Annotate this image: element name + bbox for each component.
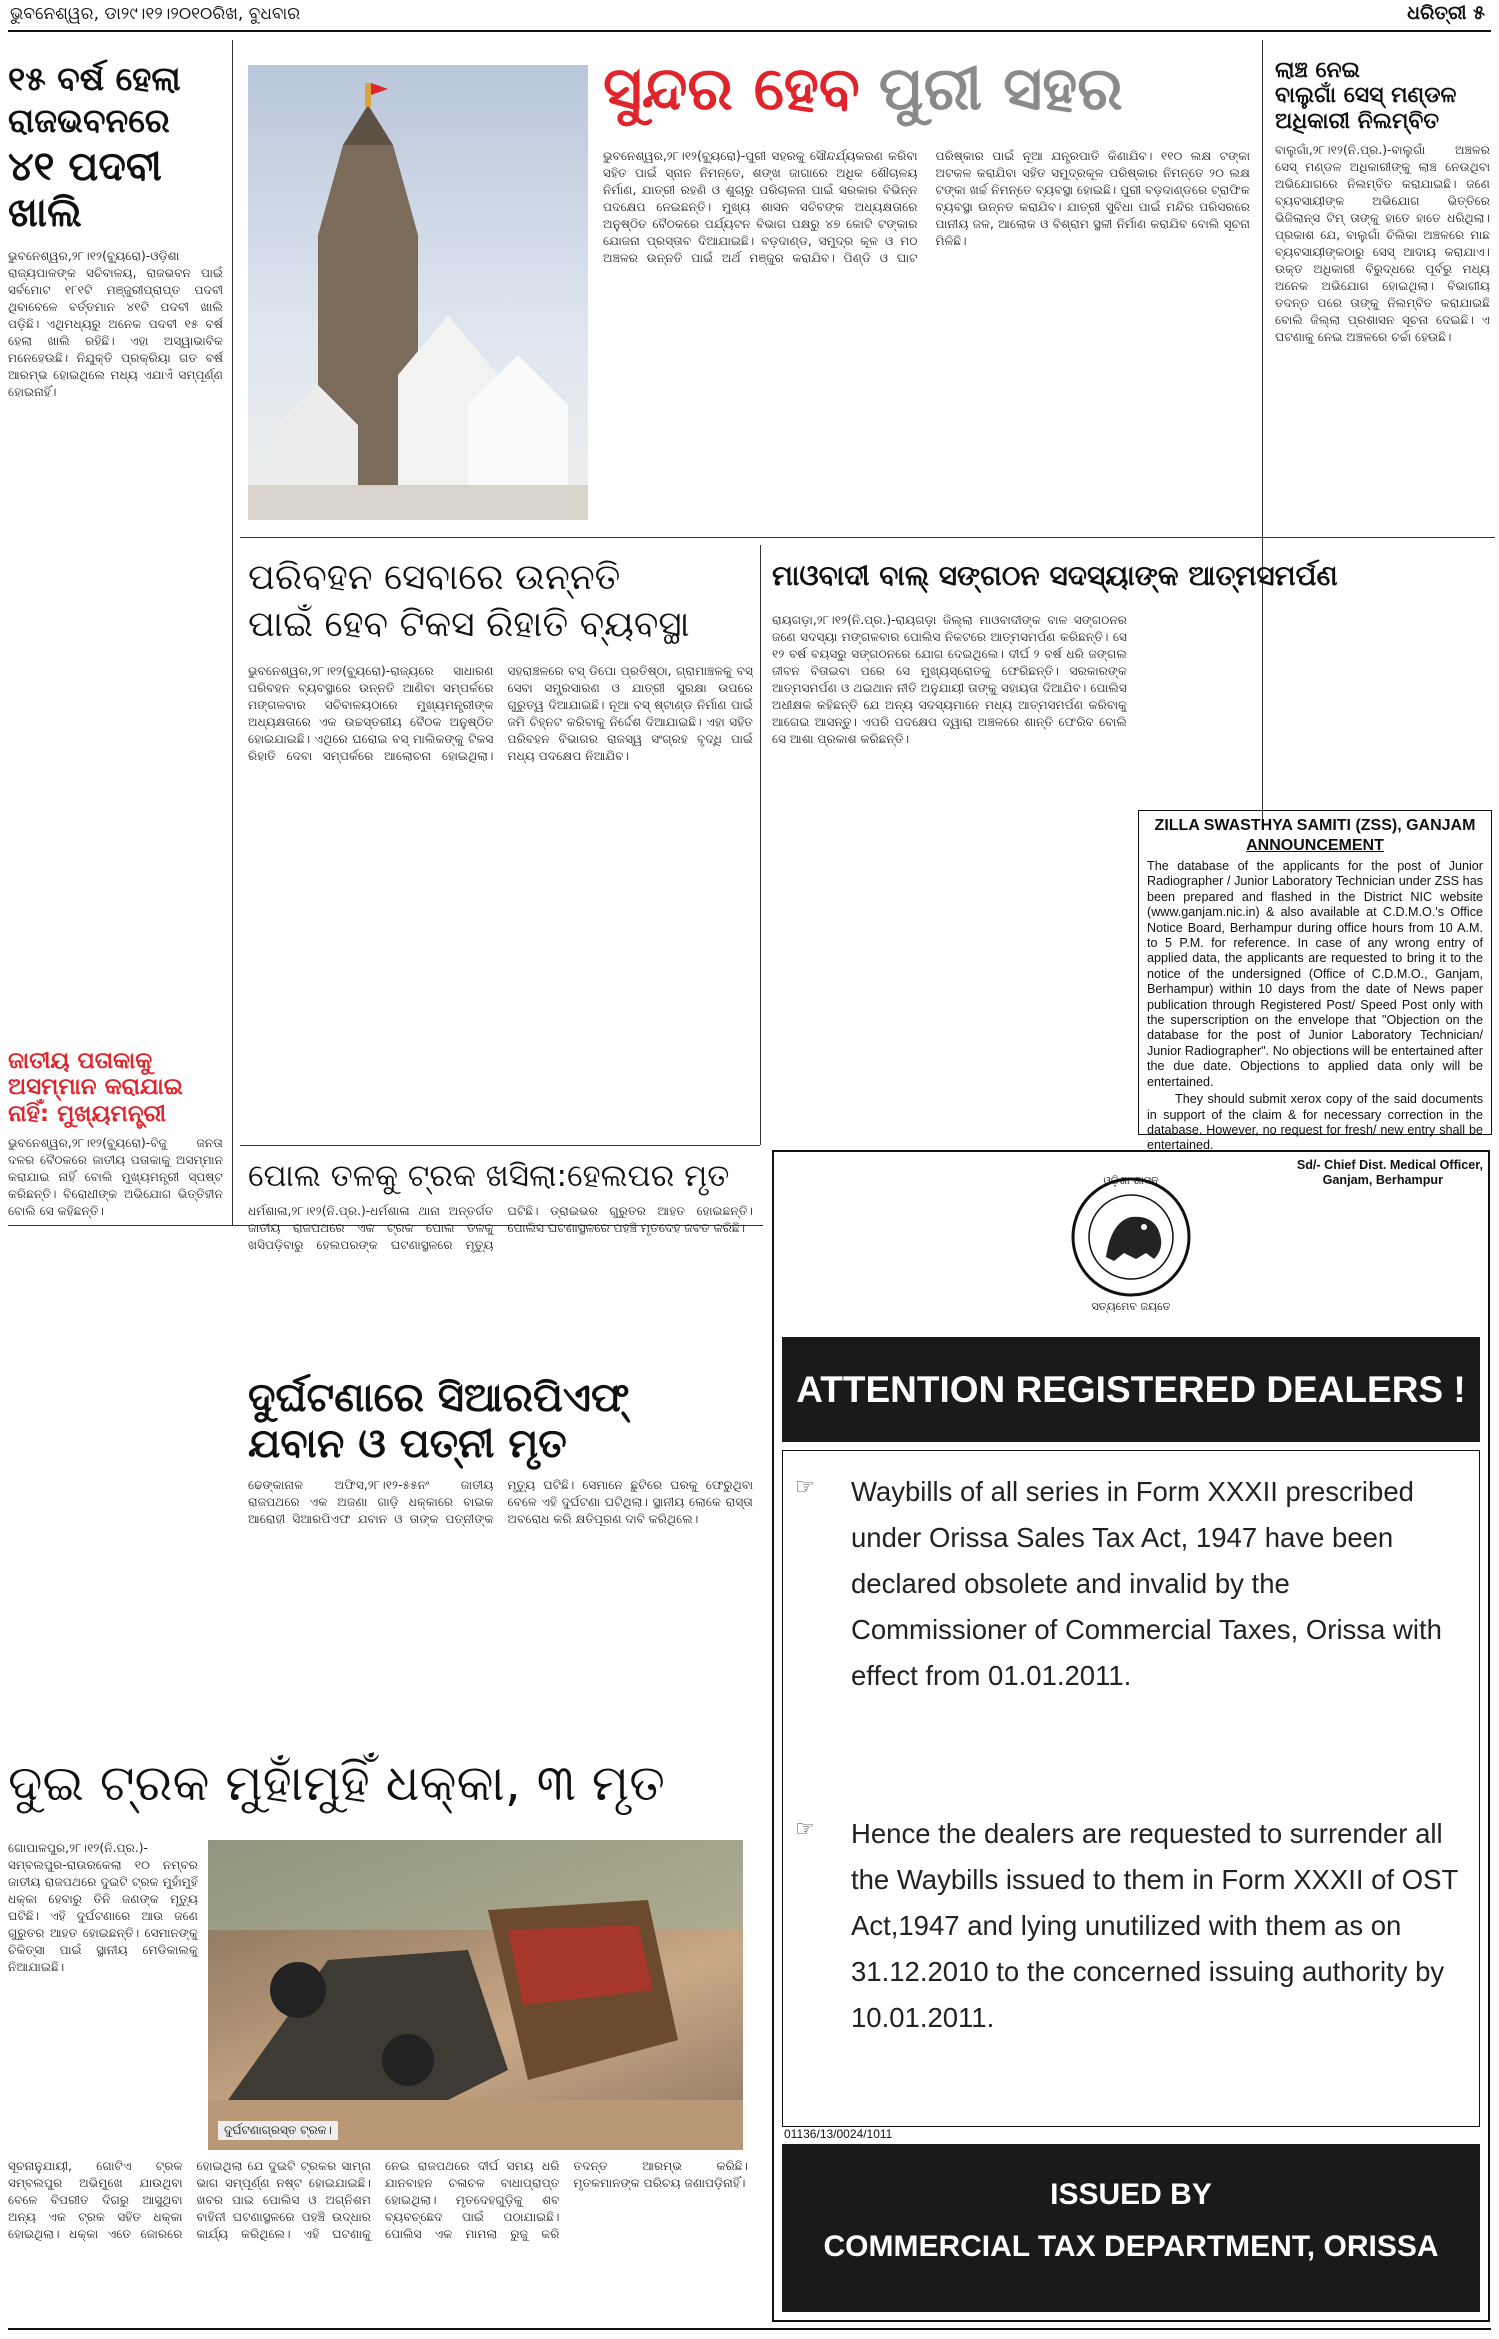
zss-announcement	[1138, 810, 1492, 1188]
left-story-body: ଭୁବନେଶ୍ୱର,୨୮।୧୨(ବ୍ୟୁରୋ)-ଓଡ଼ିଶା ରାଜ୍ୟପାଳଙ୍କ ସଚିବାଳୟ, ରାଜଭବନ ପାଇଁ ସର୍ବମୋଟ ୧୮୧ଟି ମଞ୍ଜୁରୀପ୍ରାପ୍ତ ପଦବୀ ଥିବାବେଳେ ବର୍ତ୍ତମାନ ୪୧ଟି ପଦବୀ ଖାଲି ପଡ଼ିଛି। ଏଥିମଧ୍ୟରୁ ଅନେକ ପଦବୀ ୧୫ ବର୍ଷ ହେଲା ଖାଲି ରହିଛି। ଏହା ଅସ୍ୱାଭାବିକ ମନେହେଉଛି। ନିଯୁକ୍ତି ପ୍ରକ୍ରିୟା ଗତ ବର୍ଷ ଆରମ୍ଭ ହୋଇଥିଲେ ମଧ୍ୟ ଏଯାଏଁ ସମ୍ପୂର୍ଣ୍ଣ ହୋଇନାହିଁ।	[8, 248, 223, 399]
issued-by-bar	[782, 2144, 1480, 2312]
dealer-para-1: Waybills of all series in Form XXXII prescribed under Orissa Sales Tax Act, 1947 have been declared obsolete and invalid by the Commissioner of Commercial Taxes, Orissa with effect from 01.01.2011.	[851, 1476, 1442, 1691]
transport-story-body: ଭୁବନେଶ୍ୱର,୨୮।୧୨(ବ୍ୟୁରୋ)-ରାଜ୍ୟରେ ସାଧାରଣ ପରିବହନ ବ୍ୟବସ୍ଥାରେ ଉନ୍ନତି ଆଣିବା ସମ୍ପର୍କରେ ମଙ୍ଗଳବାର ସଚିବାଳୟଠାରେ ମୁଖ୍ୟମନ୍ତ୍ରୀଙ୍କ ଅଧ୍ୟକ୍ଷତାରେ ଏକ ଉଚ୍ଚସ୍ତରୀୟ ବୈଠକ ଅନୁଷ୍ଠିତ ହୋଇଯାଇଛି। ଏଥିରେ ଘରୋଇ ବସ୍ ମାଲିକଙ୍କୁ ଟିକସ ରିହାତି ଦେବା ସମ୍ପର୍କରେ ଆଲୋଚନା ହୋଇଥିଲା। ସହରାଞ୍ଚଳରେ ବସ୍ ଡିପୋ ପ୍ରତିଷ୍ଠା, ଗ୍ରାମାଞ୍ଚଳକୁ ବସ୍ ସେବା ସମ୍ପ୍ରସାରଣ ଓ ଯାତ୍ରୀ ସୁରକ୍ଷା ଉପରେ ଗୁରୁତ୍ୱ ଦିଆଯାଇଛି। ନୂଆ ବସ୍ ଷ୍ଟାଣ୍ଡ ନିର୍ମାଣ ପାଇଁ ଜମି ଚିହ୍ନଟ କରିବାକୁ ନିର୍ଦ୍ଦେଶ ଦିଆଯାଇଛି। ଏହା ସହିତ ପରିବହନ ବିଭାଗର ରାଜସ୍ୱ ସଂଗ୍ରହ ବୃଦ୍ଧି ପାଇଁ ମଧ୍ୟ ପଦକ୍ଷେପ ନିଆଯିବ।	[248, 663, 753, 763]
bridge-story	[248, 1158, 753, 1313]
truck-story-body-bottom: ସୂଚନାନୁଯାୟୀ, ଗୋଟିଏ ଟ୍ରକ ସମ୍ବଲପୁର ଅଭିମୁଖେ ଯାଉଥିବା ବେଳେ ବିପରୀତ ଦିଗରୁ ଆସୁଥିବା ଅନ୍ୟ ଏକ ଟ୍ରକ ସହିତ ଧକ୍କା ହୋଇଥିଲା। ଧକ୍କା ଏତେ ଜୋରରେ ହୋଇଥିଲା ଯେ ଦୁଇଟି ଟ୍ରକର ସାମ୍ନା ଭାଗ ସମ୍ପୂର୍ଣ୍ଣ ନଷ୍ଟ ହୋଇଯାଇଛି। ଖବର ପାଇ ପୋଲିସ ଓ ଅଗ୍ନିଶମ ବାହିନୀ ଘଟଣାସ୍ଥଳରେ ପହଞ୍ଚି ଉଦ୍ଧାର କାର୍ଯ୍ୟ କରିଥିଲେ। ଏହି ଘଟଣାକୁ ନେଇ ରାଜପଥରେ ଦୀର୍ଘ ସମୟ ଧରି ଯାନବାହନ ଚଳାଚଳ ବାଧାପ୍ରାପ୍ତ ହୋଇଥିଲା। ମୃତଦେହଗୁଡ଼ିକୁ ଶବ ବ୍ୟବଚ୍ଛେଦ ପାଇଁ ପଠାଯାଇଛି। ପୋଲିସ ଏକ ମାମଲା ରୁଜୁ କରି ତଦନ୍ତ ଆରମ୍ଭ କରିଛି। ମୃତକମାନଙ୍କ ପରିଚୟ ଜଣାପଡ଼ିନାହିଁ।	[8, 2159, 748, 2241]
announcement-signature-2: Ganjam, Berhampur	[1322, 1173, 1443, 1188]
maoist-headline: ମାଓବାଦୀ ବାଲ୍ ସଙ୍ଗଠନ ସଦସ୍ୟାଙ୍କ ଆତ୍ମସମର୍ପଣ	[772, 559, 1338, 592]
temple-illustration	[248, 65, 588, 520]
flag-story-block	[8, 1048, 223, 1230]
issuing-department: COMMERCIAL TAX DEPARTMENT, ORISSA	[823, 2230, 1439, 2263]
dealer-ad-ref: 01136/13/0024/1011	[784, 2127, 893, 2141]
left-headline-1: ୧୫ ବର୍ଷ ହେଲା	[8, 59, 181, 98]
announcement-signature-1: Sd/- Chief Dist. Medical Officer,	[1296, 1157, 1483, 1172]
maoist-story	[772, 560, 1492, 592]
right-headline-1: ଲାଞ୍ଚ ନେଇ	[1275, 58, 1360, 83]
announcement-title: ANNOUNCEMENT	[1246, 837, 1384, 854]
bridge-headline: ପୋଲ ତଳକୁ ଟ୍ରକ ଖସିଲା:ହେଲପର ମୃତ	[248, 1158, 730, 1194]
bridge-story-body: ଧର୍ମଶାଳା,୨୮।୧୨(ନି.ପ୍ର.)-ଧର୍ମଶାଳା ଥାନା ଅନ୍ତର୍ଗତ ଜାତୀୟ ରାଜପଥରେ ଏକ ଟ୍ରକ ପୋଲ ତଳକୁ ଖସିପଡ଼ିବାରୁ ହେଲପରଙ୍କ ଘଟଣାସ୍ଥଳରେ ମୃତ୍ୟୁ ଘଟିଛି। ଡ୍ରାଇଭର ଗୁରୁତର ଆହତ ହୋଇଛନ୍ତି। ପୋଲିସ ଘଟଣାସ୍ଥଳରେ ପହଞ୍ଚି ମୃତଦେହ ଜବତ କରିଛି।	[248, 1204, 753, 1253]
right-headline-3: ଅଧିକାରୀ ନିଲମ୍ବିତ	[1275, 108, 1440, 134]
maoist-story-body: ରାୟଗଡ଼ା,୨୮।୧୨(ନି.ପ୍ର.)-ରାୟଗଡ଼ା ଜିଲ୍ଲା ମାଓବାଦୀଙ୍କ ବାଳ ସଙ୍ଗଠନର ଜଣେ ସଦସ୍ୟା ମଙ୍ଗଳବାର ପୋଲିସ ନିକଟରେ ଆତ୍ମସମର୍ପଣ କରିଛନ୍ତି। ସେ ୧୨ ବର୍ଷ ବୟସରୁ ସଙ୍ଗଠନରେ ଯୋଗ ଦେଇଥିଲେ। ଦୀର୍ଘ ୨ ବର୍ଷ ଧରି ଜଙ୍ଗଲ ଜୀବନ ବିତାଇବା ପରେ ସେ ମୁଖ୍ୟସ୍ରୋତକୁ ଫେରିଛନ୍ତି। ସରକାରଙ୍କ ଆତ୍ମସମର୍ପଣ ଓ ଥଇଥାନ ନୀତି ଅନୁଯାୟୀ ତାଙ୍କୁ ସହାୟତା ଦିଆଯିବ। ପୋଲିସ ଅଧୀକ୍ଷକ କହିଛନ୍ତି ଯେ ଅନ୍ୟ ସଦସ୍ୟମାନେ ମଧ୍ୟ ଆତ୍ମସମର୍ପଣ କରିବାକୁ ଆଗେଇ ଆସନ୍ତୁ। ଏପରି ପଦକ୍ଷେପ ଦ୍ୱାରା ଅଞ୍ଚଳରେ ଶାନ୍ତି ଫେରିବ ବୋଲି ସେ ଆଶା ପ୍ରକାଶ କରିଛନ୍ତି।	[772, 613, 1127, 746]
transport-story	[248, 555, 753, 1083]
dealer-para-2: Hence the dealers are requested to surrender all the Waybills issued to them in Form XXXII of OST Act,1947 and lying unutilized with them as on 31.12.2010 to the concerned issuing authority by 10.01.2011.	[851, 1818, 1458, 2033]
announcement-body: The database of the applicants for the post of Junior Radiographer / Junior Laboratory Technician under ZSS has been prepared and flashed in the District NIC website (www.ganjam.nic.in) & also available at C.D.M.O.'s Office Notice Board, Berhampur during office hours from 10 A.M. to 5 P.M. for reference. In case of any wrong entry of applied data, the applicants are requested to bring it to the notice of the undersigned (Office of C.D.M.O., Ganjam, Berhampur) within 10 days from the date of News paper publication through Registered Post/ Speed Post only with the superscription on the envelope that "Objection on the database for the post of Junior Laboratory Technician/ Junior Radiographer". No objections will be entertained after the due date. Objections to applied data only will be entertained.	[1147, 859, 1483, 1089]
crpf-story	[248, 1375, 753, 1707]
dealer-ad-title: ATTENTION REGISTERED DEALERS !	[782, 1337, 1480, 1442]
right-headline-2: ବାଲୁଗାଁ ସେସ୍ ମଣ୍ଡଳ	[1275, 83, 1457, 109]
emblem-top-text: ଓଡ଼ିଶା ଶାସନ	[1103, 1174, 1159, 1187]
dealer-ad-body	[782, 1450, 1480, 2127]
transport-headline-1: ପରିବହନ ସେବାରେ ଉନ୍ନତି	[248, 557, 621, 598]
page-name: ଧରିତ୍ରୀ ୫	[1407, 2, 1485, 24]
odisha-emblem-icon	[1066, 1167, 1196, 1317]
top-rule	[8, 30, 1491, 32]
flag-headline-2: ଅସମ୍ମାନ କରାଯାଇ	[8, 1074, 183, 1101]
pointing-hand-icon: ☞	[795, 1817, 815, 1842]
announcement-org: ZILLA SWASTHYA SAMITI (ZSS), GANJAM	[1154, 817, 1476, 834]
bottom-rule	[8, 2328, 1491, 2330]
announcement-note: They should submit xerox copy of the said documents in support of the claim & for necessary correction in the database. However, no request for fresh/ new entry shall be entertained.	[1147, 1092, 1483, 1153]
puri-headline	[603, 55, 1263, 124]
truck-story	[8, 1755, 763, 1813]
truck-story-body-left: ଗୋପାଳପୁର,୨୮।୧୨(ନି.ପ୍ର.)-ସମ୍ବଲପୁର-ରାଉରକେଲା ୧୦ ନମ୍ବର ଜାତୀୟ ରାଜପଥରେ ଦୁଇଟି ଟ୍ରକ ମୁହାଁମୁହିଁ ଧକ୍କା ହେବାରୁ ତିନି ଜଣଙ୍କ ମୃତ୍ୟୁ ଘଟିଛି। ଏହି ଦୁର୍ଘଟଣାରେ ଆଉ ଜଣେ ଗୁରୁତର ଆହତ ହୋଇଛନ୍ତି। ସେମାନଙ୍କୁ ଚିକିତ୍ସା ପାଇଁ ସ୍ଥାନୀୟ ମେଡିକାଲକୁ ନିଆଯାଇଛି।	[8, 1841, 198, 1974]
flag-story-body: ଭୁବନେଶ୍ୱର,୨୮।୧୨(ବ୍ୟୁରୋ)-ବିଜୁ ଜନତା ଦଳର ବୈଠକରେ ଜାତୀୟ ପତାକାକୁ ଅସମ୍ମାନ କରାଯାଇ ନାହିଁ ବୋଲି ମୁଖ୍ୟମନ୍ତ୍ରୀ ସ୍ପଷ୍ଟ କରିଛନ୍ତି। ବିରୋଧୀଙ୍କ ଅଭିଯୋଗ ଭିତ୍ତିହୀନ ବୋଲି ସେ କହିଛନ୍ତି।	[8, 1136, 223, 1219]
puri-headline-red: ସୁନ୍ଦର ହେବ	[603, 54, 860, 124]
left-headline-3: ୪୧ ପଦବୀ ଖାଲି	[8, 143, 162, 236]
crpf-story-body: ଢେଙ୍କାନାଳ ଅଫିସ,୨୮।୧୨-୫୫ନଂ ଜାତୀୟ ରାଜପଥରେ ଏକ ଅଜଣା ଗାଡ଼ି ଧକ୍କାରେ ବାଇକ ଆରୋହୀ ସିଆରପିଏଫ ଯବାନ ଓ ତାଙ୍କ ପତ୍ନୀଙ୍କ ମୃତ୍ୟୁ ଘଟିଛି। ସେମାନେ ଛୁଟିରେ ଘରକୁ ଫେରୁଥିବା ବେଳେ ଏହି ଦୁର୍ଘଟଣା ଘଟିଥିଲା। ସ୍ଥାନୀୟ ଲୋକେ ରାସ୍ତା ଅବରୋଧ କରି କ୍ଷତିପୂରଣ ଦାବି କରିଥିଲେ।	[248, 1478, 753, 1526]
column-rule	[1262, 40, 1263, 820]
transport-headline-2: ପାଇଁ ହେବ ଟିକସ ରିହାତି ବ୍ୟବସ୍ଥା	[248, 603, 690, 645]
right-story-body: ବାଲୁଗାଁ,୨୮।୧୨(ନି.ପ୍ର.)-ବାଲୁଗାଁ ଅଞ୍ଚଳର ସେସ୍ ମଣ୍ଡଳ ଅଧିକାରୀଙ୍କୁ ଲାଞ୍ଚ ନେଉଥିବା ଅଭିଯୋଗରେ ନିଲମ୍ବିତ କରାଯାଇଛି। ଜଣେ ବ୍ୟବସାୟୀଙ୍କ ଅଭିଯୋଗ ଭିତ୍ତିରେ ଭିଜିଲାନ୍ସ ଟିମ୍ ତାଙ୍କୁ ହାତେ ହାତେ ଧରିଥିଲା। ପ୍ରକାଶ ଯେ, ବାଲୁଗାଁ ଚିଲିକା ଅଞ୍ଚଳରେ ମାଛ ବ୍ୟବସାୟୀଙ୍କଠାରୁ ସେସ୍ ଆଦାୟ କରାଯାଏ। ଉକ୍ତ ଅଧିକାରୀ ବିରୁଦ୍ଧରେ ପୂର୍ବରୁ ମଧ୍ୟ ଅନେକ ଅଭିଯୋଗ ହୋଇଥିଲା। ବିଭାଗୀୟ ତଦନ୍ତ ପରେ ତାଙ୍କୁ ନିଲମ୍ବିତ କରାଯାଇଛି ବୋଲି ଜିଲ୍ଲା ପ୍ରଶାସନ ସୂଚନା ଦେଇଛି। ଏ ଘଟଣାକୁ ନେଇ ଅଞ୍ଚଳରେ ଚର୍ଚ୍ଚା ହେଉଛି।	[1275, 142, 1490, 344]
emblem-bottom-text: ସତ୍ୟମେବ ଜୟତେ	[1091, 1300, 1171, 1313]
row-rule	[240, 1145, 760, 1146]
truck-photo-caption: ଦୁର୍ଘଟଣାଗ୍ରସ୍ତ ଟ୍ରକ।	[218, 2121, 338, 2140]
right-story	[1275, 58, 1490, 767]
truck-crash-photo	[208, 1840, 743, 2150]
flag-headline-3: ନାହିଁ: ମୁଖ୍ୟମନ୍ତ୍ରୀ	[8, 1100, 166, 1127]
dateline: ଭୁବନେଶ୍ୱର, ଡା୨୯।୧୨।୨୦୧୦ରିଖ, ବୁଧବାର	[10, 4, 301, 24]
left-story	[8, 60, 223, 1068]
crpf-headline-1: ଦୁର୍ଘଟଣାରେ ସିଆରପିଏଫ୍	[248, 1375, 630, 1421]
truck-headline: ଦୁଇ ଟ୍ରକ ମୁହାଁମୁହିଁ ଧକ୍କା, ୩ ମୃତ	[8, 1754, 665, 1812]
column-rule	[760, 545, 761, 1145]
crpf-headline-2: ଯବାନ ଓ ପତ୍ନୀ ମୃତ	[248, 1421, 567, 1467]
emblem-area	[774, 1152, 1488, 1332]
issued-by-label: ISSUED BY	[1050, 2178, 1212, 2211]
puri-story-body: ଭୁବନେଶ୍ୱର,୨୮।୧୨(ବ୍ୟୁରୋ)-ପୁରୀ ସହରକୁ ସୌନ୍ଦର୍ଯ୍ୟକରଣ କରିବା ସହିତ ପାଇଁ ସ୍ନାନ ନିମନ୍ତେ, ଶଙ୍ଖ ଜାଗାରେ ଅଧିକ ଶୌଚାଳୟ ନିର୍ମାଣ, ଯାତ୍ରୀ ରହଣି ଓ ଶୁଚାରୁ ପରିଚାଳନା ପାଇଁ ସରକାର ବିଭିନ୍ନ ପଦକ୍ଷେପ ନେଇଛନ୍ତି। ମୁଖ୍ୟ ଶାସନ ସଚିବଙ୍କ ଅଧ୍ୟକ୍ଷତାରେ ଅନୁଷ୍ଠିତ ବୈଠକରେ ପର୍ଯ୍ୟଟନ ବିଭାଗ ପକ୍ଷରୁ ୪୭ କୋଟି ଟଙ୍କାର ଯୋଜନା ପ୍ରସ୍ତାବ ଦିଆଯାଇଛି। ବଡ଼ଦାଣ୍ଡ, ସମୁଦ୍ର କୂଳ ଓ ମଠ ଅଞ୍ଚଳର ଉନ୍ନତି ପାଇଁ ଅର୍ଥ ମଞ୍ଜୁର କରାଯିବ। ପିଣ୍ଡି ଓ ଘାଟ ପରିଷ୍କାର ପାଇଁ ନୂଆ ଯନ୍ତ୍ରପାତି କିଣାଯିବ। ୧୧୦ ଲକ୍ଷ ଟଙ୍କା ଅଟକଳ କରାଯିବା ସହିତ ସମୁଦ୍ରକୂଳ ପରିଷ୍କାର ନିମନ୍ତେ ୨୦ ଲକ୍ଷ ଟଙ୍କା ଖର୍ଚ୍ଚ ନିମନ୍ତେ ବ୍ୟବସ୍ଥା ହୋଇଛି। ପୁରୀ ବଡ଼ଦାଣ୍ଡରେ ଟ୍ରାଫିକ ବ୍ୟବସ୍ଥା ଉନ୍ନତ କରାଯିବ। ଯାତ୍ରୀ ସୁବିଧା ପାଇଁ ମନ୍ଦିର ପରିସରରେ ପାନୀୟ ଜଳ, ଆଲୋକ ଓ ବିଶ୍ରାମ ସ୍ଥଳୀ ନିର୍ମାଣ କରାଯିବ ବୋଲି ସୂଚନା ମିଳିଛି।	[603, 149, 1250, 265]
crash-illustration	[208, 1840, 743, 2150]
column-rule	[232, 40, 233, 1225]
puri-headline-gray: ପୁରୀ ସହର	[878, 54, 1123, 124]
left-headline-2: ରାଜଭବନରେ	[8, 100, 170, 140]
dealer-ad	[772, 1150, 1490, 2322]
pointing-hand-icon: ☞	[795, 1475, 815, 1500]
flag-headline-1: ଜାତୀୟ ପତାକାକୁ	[8, 1048, 153, 1074]
temple-photo	[248, 65, 588, 520]
